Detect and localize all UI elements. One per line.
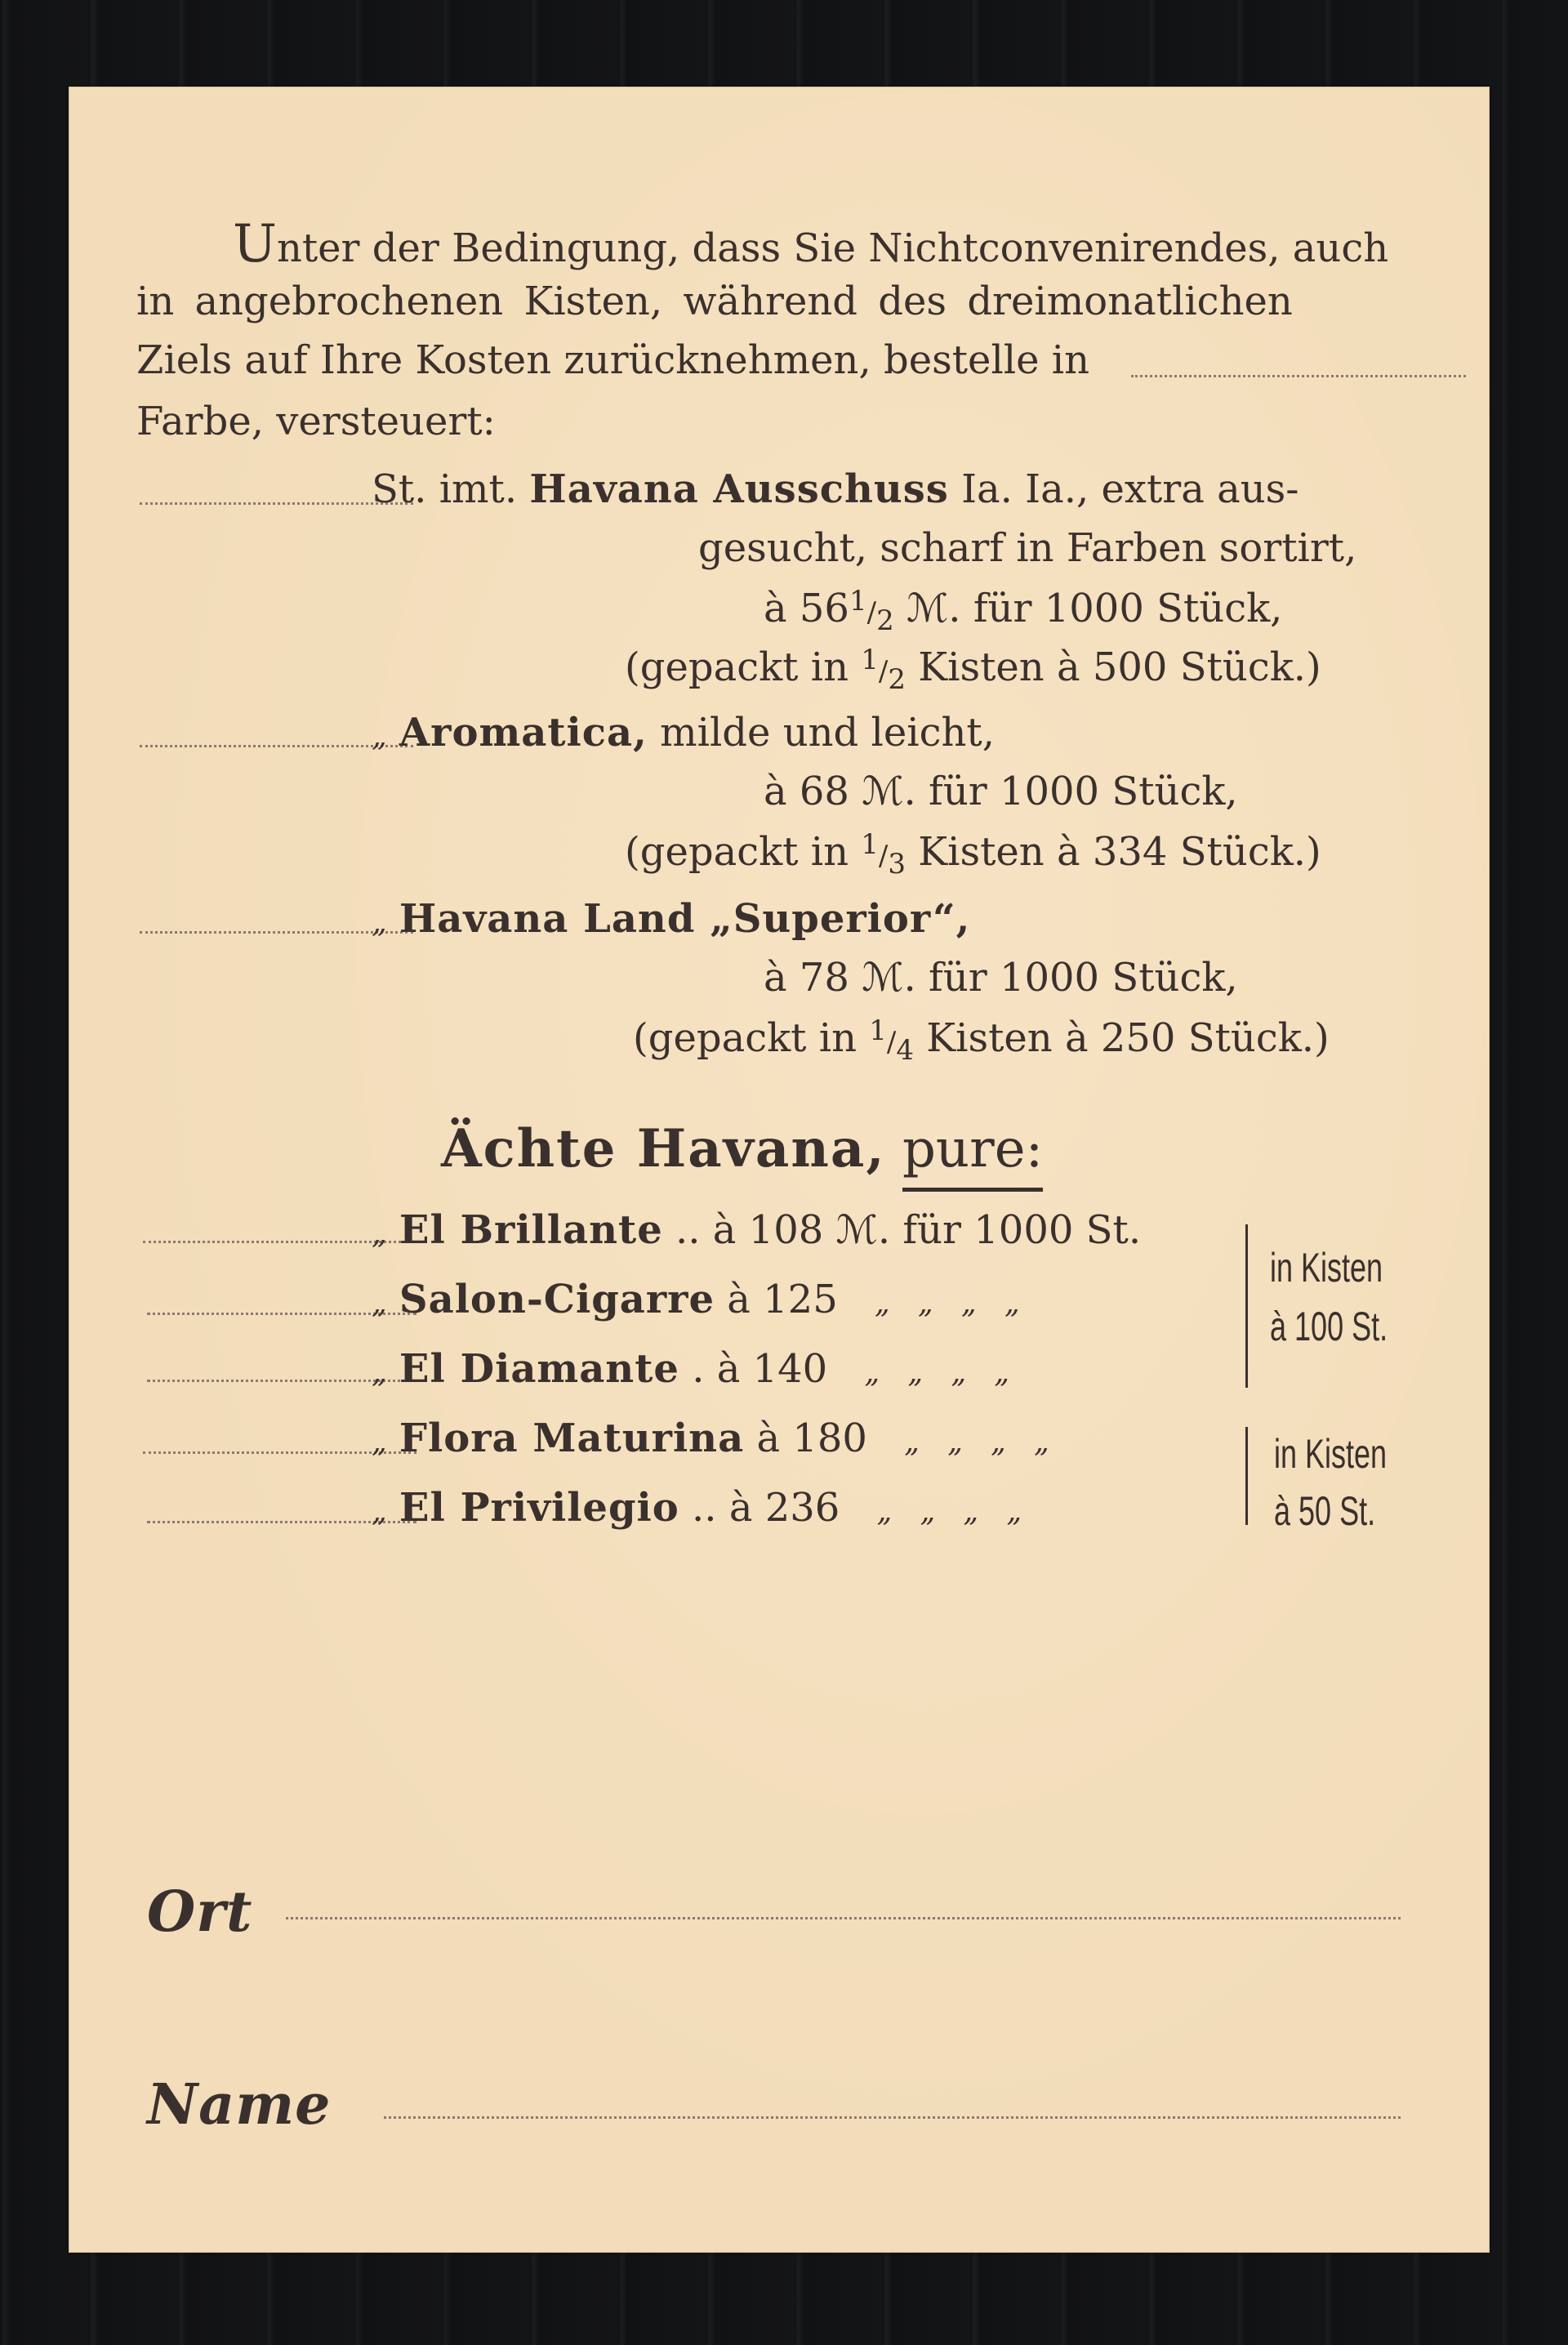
item-land-superior-price: à 78 ℳ. für 1000 Stück, <box>764 955 1238 1001</box>
genuine-row-el-diamante: „ El Diamante . à 140 „ „ „ „ <box>372 1346 1010 1392</box>
item-ausschuss-price: à 561/2 ℳ. für 1000 Stück, <box>764 585 1283 637</box>
genuine-row-el-brillante: „ El Brillante .. à 108 ℳ. für 1000 St. <box>372 1207 1142 1253</box>
item-land-superior-line-1: „ Havana Land „Superior“, <box>372 896 971 942</box>
item-aromatica-pack: (gepackt in 1/3 Kisten à 334 Stück.) <box>625 828 1321 880</box>
intro-line-3: Ziels auf Ihre Kosten zurücknehmen, bestelle in <box>136 337 1090 383</box>
item-ausschuss-line-1: St. imt. Havana Ausschuss Ia. Ia., extra aus- <box>372 466 1299 512</box>
item-land-superior-name: Havana Land „Superior“, <box>399 896 971 942</box>
genuine-row-el-privilegio: „ El Privilegio .. à 236 „ „ „ „ <box>372 1485 1022 1531</box>
intro-line-4: Farbe, versteuert: <box>136 399 496 444</box>
place-field[interactable] <box>286 1917 1401 1919</box>
name-field[interactable] <box>384 2116 1401 2119</box>
item-aromatica-line-1: „ Aromatica, milde und leicht, <box>372 710 995 756</box>
note-kisten-50-line-1: in Kisten <box>1274 1431 1388 1477</box>
item-ausschuss-pack: (gepackt in 1/2 Kisten à 500 Stück.) <box>625 644 1321 696</box>
place-label: Ort <box>147 1879 253 1945</box>
intro-line-2: in angebrochenen Kisten, während des dreimonatlichen <box>136 279 1293 324</box>
genuine-row-salon-cigarre: „ Salon-Cigarre à 125 „ „ „ „ <box>372 1277 1020 1322</box>
item-ausschuss-name: Havana Ausschuss <box>529 466 949 512</box>
genuine-row-flora-maturina: „ Flora Maturina à 180 „ „ „ „ <box>372 1415 1049 1461</box>
brace-50 <box>1245 1427 1248 1525</box>
item-land-superior-pack: (gepackt in 1/4 Kisten à 250 Stück.) <box>633 1014 1330 1067</box>
note-kisten-50-line-2: à 50 St. <box>1274 1488 1376 1534</box>
genuine-heading: Ächte Havana, pure: <box>441 1123 1043 1175</box>
genuine-heading-pure: pure: <box>902 1119 1043 1192</box>
note-kisten-100-line-1: in Kisten <box>1270 1245 1383 1291</box>
intro-line-1: Unter der Bedingung, dass Sie Nichtconvenirendes, auch <box>233 214 1389 274</box>
name-label: Name <box>147 2072 332 2138</box>
order-card <box>69 87 1490 2253</box>
intro-initial: U <box>233 214 277 274</box>
brace-100 <box>1245 1224 1248 1388</box>
item-aromatica-price: à 68 ℳ. für 1000 Stück, <box>764 769 1238 814</box>
item-aromatica-name: Aromatica, <box>399 710 648 756</box>
color-fill-line[interactable] <box>1131 375 1466 377</box>
item-ausschuss-line-2: gesucht, scharf in Farben sortirt, <box>698 525 1357 571</box>
note-kisten-100-line-2: à 100 St. <box>1270 1304 1388 1349</box>
